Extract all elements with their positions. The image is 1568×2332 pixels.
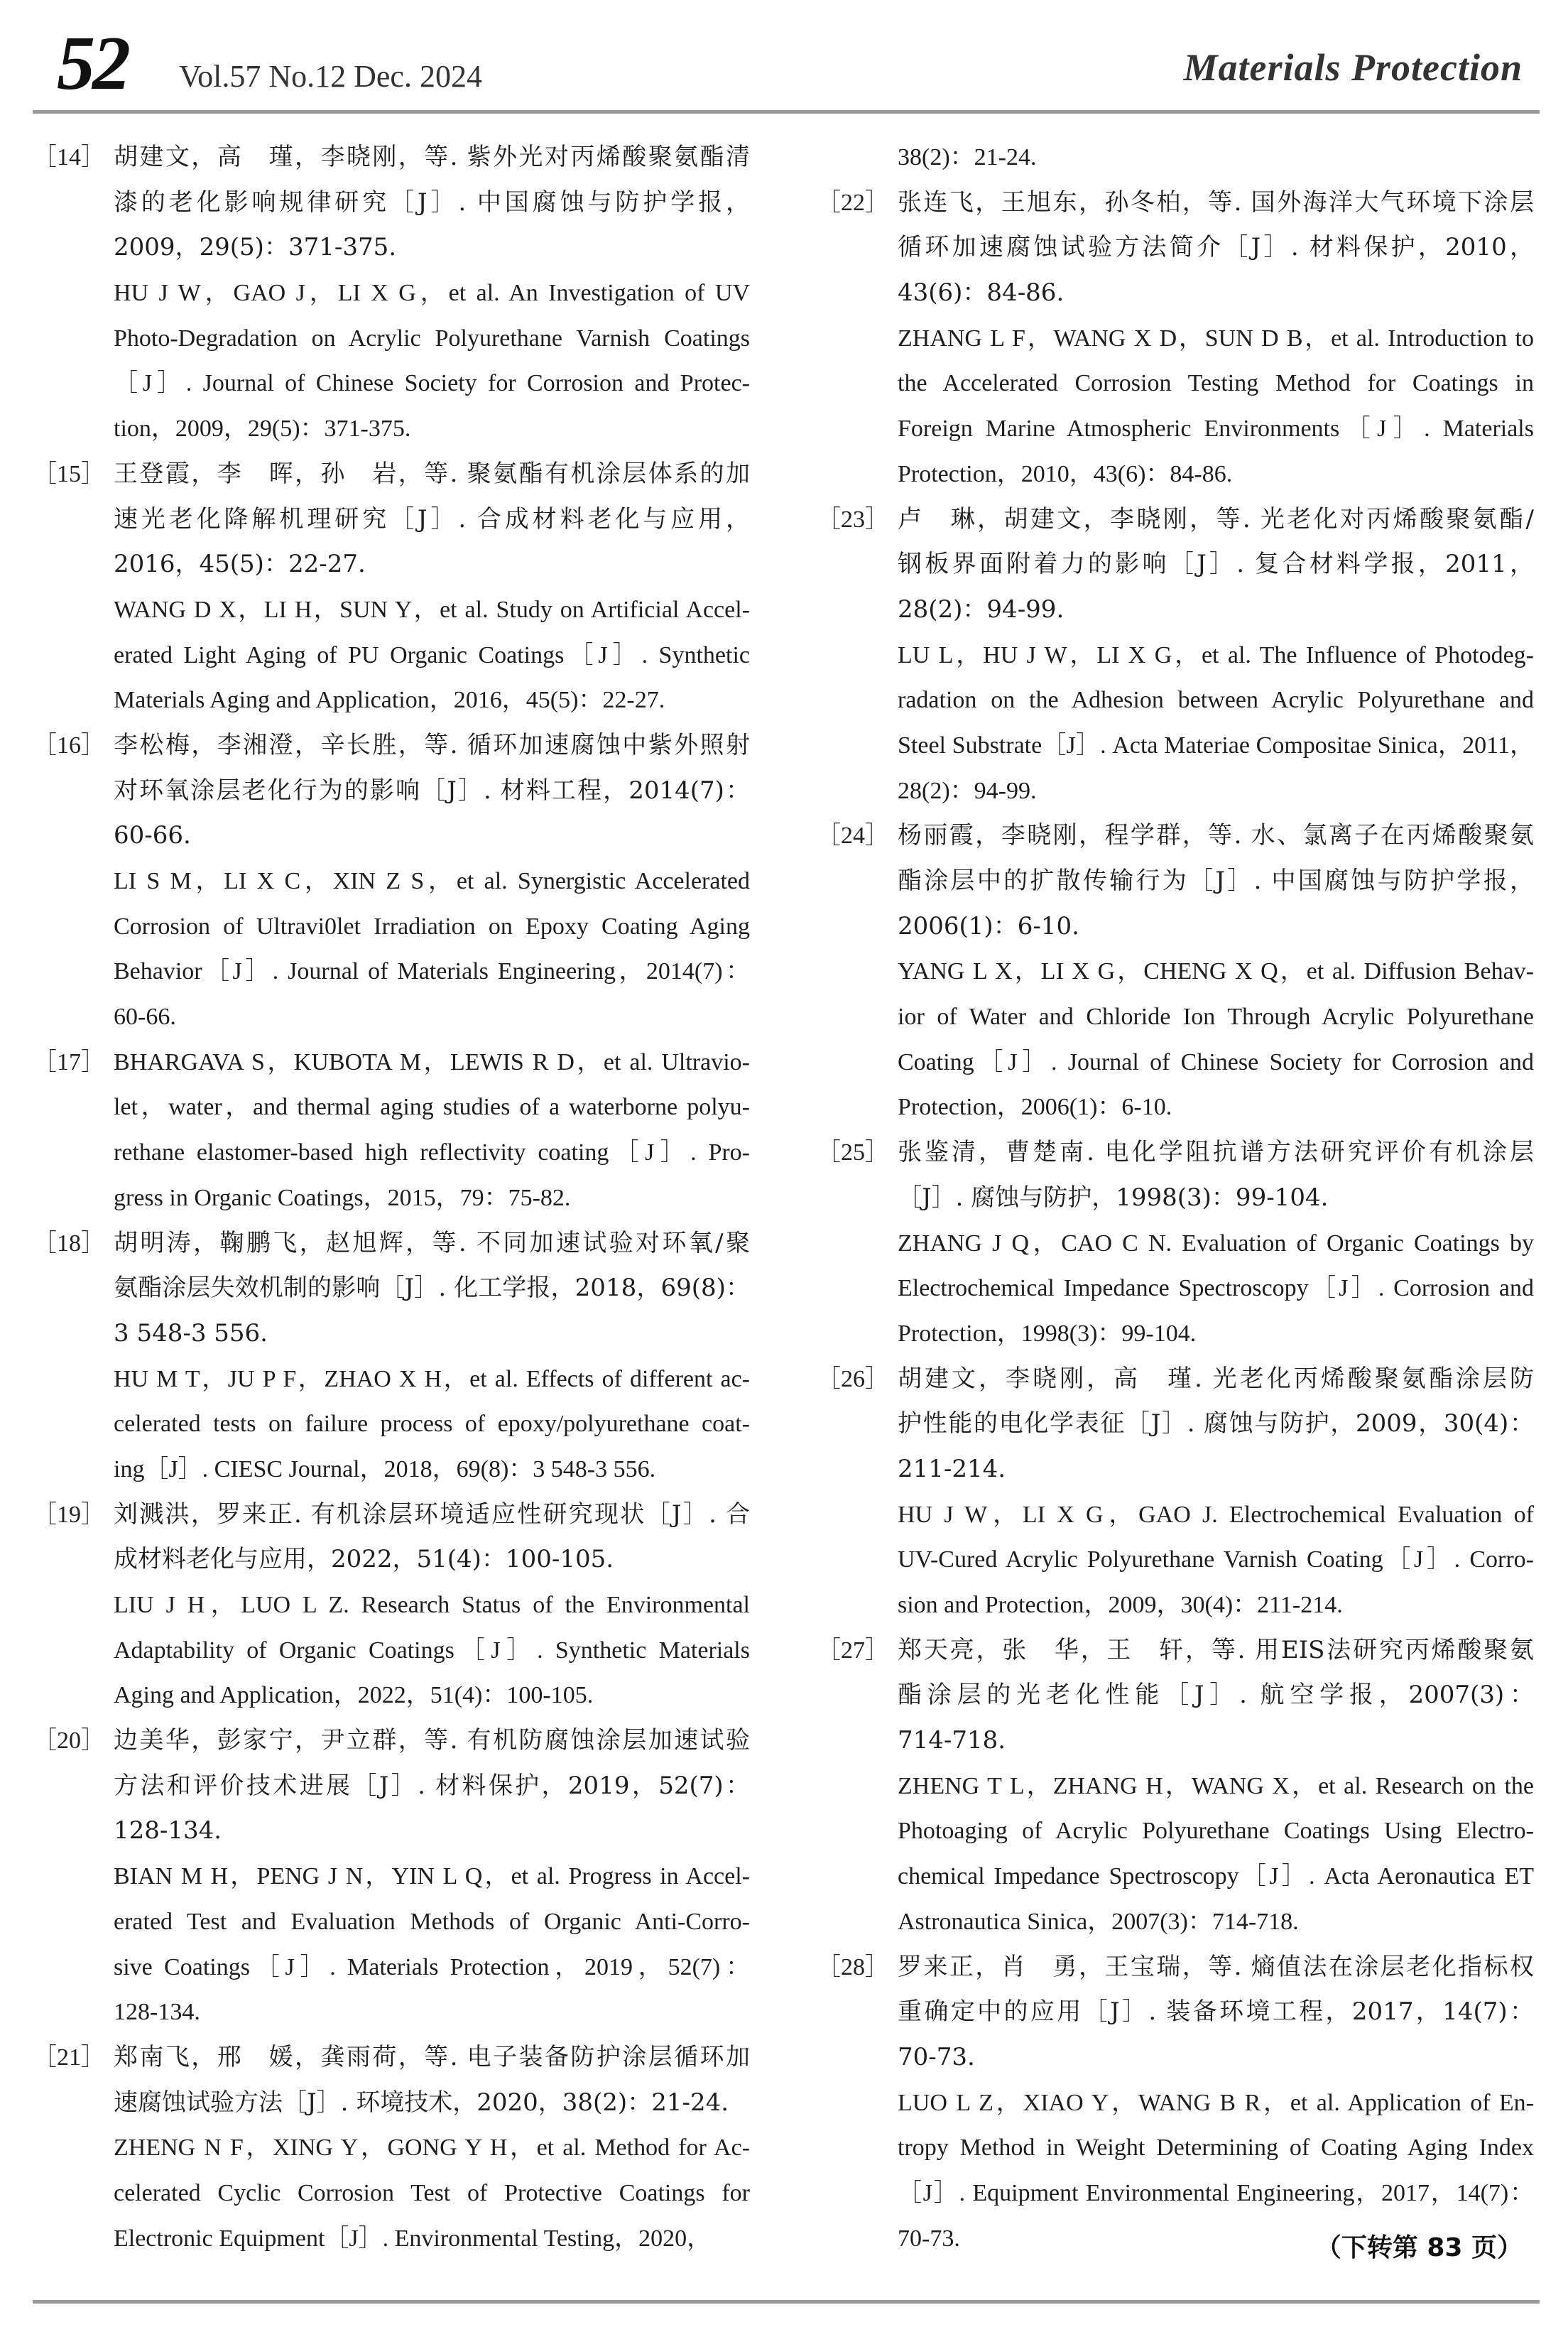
issue-info: Vol.57 No.12 Dec. 2024 bbox=[179, 59, 482, 94]
reference-entry bbox=[33, 2035, 750, 2261]
reference-line: 循环加速腐蚀试验方法简介［J］. 材料保护，2010， bbox=[898, 233, 1534, 262]
reference-line: ior of Water and Chloride Ion Through Acrylic Polyurethane bbox=[898, 1004, 1534, 1031]
reference-line: 漆的老化影响规律研究［J］. 中国腐蚀与防护学报， bbox=[114, 188, 750, 217]
reference-line: HU J W，GAO J，LI X G，et al. An Investigation of UV bbox=[114, 280, 750, 307]
reference-line: 60-66. bbox=[114, 1004, 176, 1031]
reference-line: 2009，29(5)：371-375. bbox=[114, 233, 397, 262]
reference-line: LIU J H，LUO L Z. Research Status of the Environmental bbox=[114, 1592, 750, 1618]
reference-line: chemical Impedance Spectroscopy［J］. Acta Aeronautica ET bbox=[898, 1863, 1534, 1890]
reference-line: Behavior［J］. Journal of Materials Engineering，2014(7)： bbox=[114, 958, 750, 985]
reference-line: 速光老化降解机理研究［J］. 合成材料老化与应用， bbox=[114, 504, 750, 533]
reference-number: ［17］ bbox=[33, 1048, 105, 1075]
reference-number: ［19］ bbox=[33, 1501, 105, 1528]
continuation-note: （下转第 83 页） bbox=[1315, 2233, 1523, 2262]
reference-line: Astronautica Sinica，2007(3)：714-718. bbox=[898, 1908, 1299, 1935]
reference-line: 边美华，彭家宁，尹立群，等. 有机防腐蚀涂层加速试验 bbox=[114, 1726, 750, 1755]
reference-entry bbox=[817, 1945, 1534, 2262]
reference-line: sion and Protection，2009，30(4)：211-214. bbox=[898, 1592, 1343, 1618]
reference-line: erated Test and Evaluation Methods of Organic Anti-Corro- bbox=[114, 1908, 750, 1935]
reference-line: ZHANG J Q，CAO C N. Evaluation of Organic Coatings by bbox=[898, 1230, 1534, 1257]
reference-line: BIAN M H，PENG J N，YIN L Q，et al. Progress in Accel- bbox=[114, 1863, 750, 1890]
reference-line: radation on the Adhesion between Acrylic Polyurethane and bbox=[898, 687, 1534, 714]
reference-entry bbox=[817, 1357, 1534, 1628]
reference-line: ［J］. Equipment Environmental Engineering，2017，14(7)： bbox=[898, 2179, 1534, 2206]
reference-entry bbox=[817, 497, 1534, 814]
reference-line: HU J W，LI X G，GAO J. Electrochemical Evaluation of bbox=[898, 1501, 1534, 1528]
reference-entry bbox=[817, 1130, 1534, 1356]
reference-entry bbox=[33, 1221, 750, 1492]
reference-line: 郑南飞，邢 媛，龚雨荷，等. 电子装备防护涂层循环加 bbox=[114, 2042, 750, 2071]
reference-line: 38(2)：21-24. bbox=[898, 144, 1037, 170]
reference-entry bbox=[33, 1718, 750, 2035]
reference-line: BHARGAVA S，KUBOTA M，LEWIS R D，et al. Ultravio- bbox=[114, 1048, 750, 1075]
reference-line: ZHANG L F，WANG X D，SUN D B，et al. Introduction to bbox=[898, 325, 1534, 352]
reference-entry bbox=[33, 1492, 750, 1718]
reference-line: Protection，1998(3)：99-104. bbox=[898, 1320, 1197, 1347]
reference-number: ［16］ bbox=[33, 732, 105, 759]
reference-line: 郑天亮，张 华，王 轩，等. 用EIS法研究丙烯酸聚氨 bbox=[898, 1635, 1534, 1664]
reference-line: let，water，and thermal aging studies of a waterborne polyu- bbox=[114, 1094, 750, 1121]
reference-number: ［25］ bbox=[817, 1139, 889, 1166]
reference-line: 王登霞，李 晖，孙 岩，等. 聚氨酯有机涂层体系的加 bbox=[114, 459, 750, 488]
reference-line: Photoaging of Acrylic Polyurethane Coatings Using Electro- bbox=[898, 1818, 1534, 1845]
reference-line: Steel Substrate［J］. Acta Materiae Compositae Sinica，2011， bbox=[898, 732, 1534, 759]
reference-line: LU L，HU J W，LI X G，et al. The Influence of Photodeg- bbox=[898, 641, 1534, 668]
reference-line: 胡建文，高 瑾，李晓刚，等. 紫外光对丙烯酸聚氨酯清 bbox=[114, 143, 750, 171]
reference-line: 128-134. bbox=[114, 1999, 200, 2026]
reference-line: ing［J］. CIESC Journal，2018，69(8)：3 548-3 556. bbox=[114, 1455, 656, 1482]
reference-line: 成材料老化与应用，2022，51(4)：100-105. bbox=[114, 1545, 614, 1574]
reference-line: erated Light Aging of PU Organic Coatings［J］. Synthetic bbox=[114, 641, 750, 668]
reference-line: rethane elastomer-based high reflectivity coating［J］. Pro- bbox=[114, 1139, 750, 1166]
reference-line: 28(2)：94-99. bbox=[898, 595, 1065, 624]
reference-line: Foreign Marine Atmospheric Environments［J］. Materials bbox=[898, 416, 1534, 443]
reference-entry bbox=[33, 135, 750, 452]
journal-name: Materials Protection bbox=[1183, 46, 1523, 89]
reference-line: Photo-Degradation on Acrylic Polyurethane Varnish Coatings bbox=[114, 325, 750, 352]
reference-line: ［J］. Journal of Chinese Society for Corrosion and Protec- bbox=[114, 370, 750, 397]
reference-line: tion，2009，29(5)：371-375. bbox=[114, 416, 411, 443]
reference-line: Electronic Equipment［J］. Environmental Testing，2020， bbox=[114, 2225, 712, 2252]
reference-number: ［14］ bbox=[33, 144, 105, 170]
reference-number: ［23］ bbox=[817, 506, 889, 533]
reference-entry bbox=[817, 1628, 1534, 1945]
reference-line: 张鉴清，曹楚南. 电化学阻抗谱方法研究评价有机涂层 bbox=[898, 1138, 1534, 1167]
reference-line: 护性能的电化学表征［J］. 腐蚀与防护，2009，30(4)： bbox=[898, 1409, 1534, 1438]
reference-line: 128-134. bbox=[114, 1816, 222, 1845]
page-header bbox=[0, 0, 1568, 114]
reference-number: ［24］ bbox=[817, 823, 889, 850]
reference-entry bbox=[33, 452, 750, 723]
reference-line: Coating［J］. Journal of Chinese Society for Corrosion and bbox=[898, 1048, 1534, 1075]
reference-number: ［18］ bbox=[33, 1230, 105, 1257]
reference-line: 211-214. bbox=[898, 1454, 1006, 1483]
reference-line: ZHENG T L，ZHANG H，WANG X，et al. Research on the bbox=[898, 1772, 1534, 1799]
reference-line: HU M T，JU P F，ZHAO X H，et al. Effects of different ac- bbox=[114, 1365, 750, 1392]
reference-line: 28(2)：94-99. bbox=[898, 777, 1037, 804]
reference-line: 钢板界面附着力的影响［J］. 复合材料学报，2011， bbox=[898, 550, 1534, 579]
reference-entry bbox=[33, 1040, 750, 1221]
reference-line: 3 548-3 556. bbox=[114, 1318, 268, 1347]
reference-number: ［21］ bbox=[33, 2044, 105, 2071]
reference-line: sive Coatings［J］. Materials Protection，2019，52(7)： bbox=[114, 1953, 750, 1980]
reference-line: 43(6)：84-86. bbox=[898, 278, 1065, 308]
header-divider bbox=[33, 110, 1540, 114]
reference-column-left bbox=[33, 135, 750, 2261]
reference-line: Protection，2010，43(6)：84-86. bbox=[898, 460, 1233, 487]
reference-line: celerated Cyclic Corrosion Test of Protective Coatings for bbox=[114, 2179, 750, 2206]
reference-line: Aging and Application，2022，51(4)：100-105. bbox=[114, 1682, 594, 1709]
reference-number: ［15］ bbox=[33, 460, 105, 487]
reference-line: 胡明涛，鞠鹏飞，赵旭辉，等. 不同加速试验对环氧/聚 bbox=[114, 1228, 750, 1257]
reference-entry bbox=[817, 180, 1534, 497]
reference-line: 714-718. bbox=[898, 1726, 1006, 1755]
reference-number: ［22］ bbox=[817, 189, 889, 216]
reference-entry bbox=[817, 135, 1534, 180]
reference-line: ZHENG N F，XING Y，GONG Y H，et al. Method for Ac- bbox=[114, 2135, 750, 2162]
reference-line: Adaptability of Organic Coatings［J］. Synthetic Materials bbox=[114, 1637, 750, 1664]
reference-line: 2016，45(5)：22-27. bbox=[114, 550, 366, 579]
reference-line: celerated tests on failure process of epoxy/polyurethane coat- bbox=[114, 1411, 750, 1438]
reference-line: 胡建文，李晓刚，高 瑾. 光老化丙烯酸聚氨酯涂层防 bbox=[898, 1364, 1534, 1393]
reference-line: 60-66. bbox=[114, 821, 191, 850]
reference-line: 张连飞，王旭东，孙冬柏，等. 国外海洋大气环境下涂层 bbox=[898, 188, 1534, 217]
reference-line: 重确定中的应用［J］. 装备环境工程，2017，14(7)： bbox=[898, 1997, 1534, 2027]
reference-number: ［26］ bbox=[817, 1365, 889, 1392]
reference-column-right bbox=[817, 135, 1534, 2261]
reference-line: 速腐蚀试验方法［J］. 环境技术，2020，38(2)：21-24. bbox=[114, 2088, 729, 2117]
reference-line: 方法和评价技术进展［J］. 材料保护，2019，52(7)： bbox=[114, 1771, 750, 1800]
reference-line: 罗来正，肖 勇，王宝瑞，等. 熵值法在涂层老化指标权 bbox=[898, 1952, 1534, 1981]
reference-line: 酯涂层的光老化性能［J］. 航空学报，2007(3)： bbox=[898, 1681, 1534, 1710]
reference-line: 酯涂层中的扩散传输行为［J］. 中国腐蚀与防护学报， bbox=[898, 867, 1534, 895]
reference-line: Electrochemical Impedance Spectroscopy［J］. Corrosion and bbox=[898, 1275, 1534, 1302]
reference-line: the Accelerated Corrosion Testing Method for Coatings in bbox=[898, 370, 1534, 397]
reference-line: 2006(1)：6-10. bbox=[898, 911, 1079, 940]
reference-entry bbox=[33, 723, 750, 1040]
reference-line: LI S M，LI X C，XIN Z S，et al. Synergistic Accelerated bbox=[114, 868, 750, 894]
footer-divider bbox=[33, 2300, 1540, 2304]
reference-line: UV-Cured Acrylic Polyurethane Varnish Coating［J］. Corro- bbox=[898, 1546, 1534, 1573]
reference-line: Materials Aging and Application，2016，45(5)：22-27. bbox=[114, 687, 665, 714]
reference-line: 氨酯涂层失效机制的影响［J］. 化工学报，2018，69(8)： bbox=[114, 1274, 750, 1303]
reference-line: WANG D X，LI H，SUN Y，et al. Study on Artificial Accel- bbox=[114, 596, 750, 623]
reference-line: Protection，2006(1)：6-10. bbox=[898, 1094, 1172, 1121]
reference-line: YANG L X，LI X G，CHENG X Q，et al. Diffusion Behav- bbox=[898, 958, 1534, 985]
page-number: 52 bbox=[57, 21, 128, 106]
reference-line: 卢 琳，胡建文，李晓刚，等. 光老化对丙烯酸聚氨酯/ bbox=[898, 504, 1534, 533]
reference-line: 对环氧涂层老化行为的影响［J］. 材料工程，2014(7)： bbox=[114, 776, 750, 805]
reference-number: ［27］ bbox=[817, 1637, 889, 1664]
reference-line: 70-73. bbox=[898, 2042, 975, 2071]
reference-line: LUO L Z，XIAO Y，WANG B R，et al. Application of En- bbox=[898, 2089, 1534, 2116]
reference-line: 刘溅洪，罗来正. 有机涂层环境适应性研究现状［J］. 合 bbox=[114, 1499, 750, 1529]
reference-line: Corrosion of Ultravi0let Irradiation on Epoxy Coating Aging bbox=[114, 913, 750, 940]
reference-entry bbox=[817, 813, 1534, 1130]
reference-line: 70-73. bbox=[898, 2225, 960, 2252]
reference-line: 杨丽霞，李晓刚，程学群，等. 水、氯离子在丙烯酸聚氨 bbox=[898, 821, 1534, 850]
reference-line: 李松梅，李湘澄，辛长胜，等. 循环加速腐蚀中紫外照射 bbox=[114, 730, 750, 759]
reference-line: gress in Organic Coatings，2015，79：75-82. bbox=[114, 1184, 571, 1211]
reference-number: ［20］ bbox=[33, 1728, 105, 1755]
reference-line: tropy Method in Weight Determining of Coating Aging Index bbox=[898, 2135, 1534, 2162]
reference-line: ［J］. 腐蚀与防护，1998(3)：99-104. bbox=[898, 1183, 1329, 1212]
reference-number: ［28］ bbox=[817, 1953, 889, 1980]
